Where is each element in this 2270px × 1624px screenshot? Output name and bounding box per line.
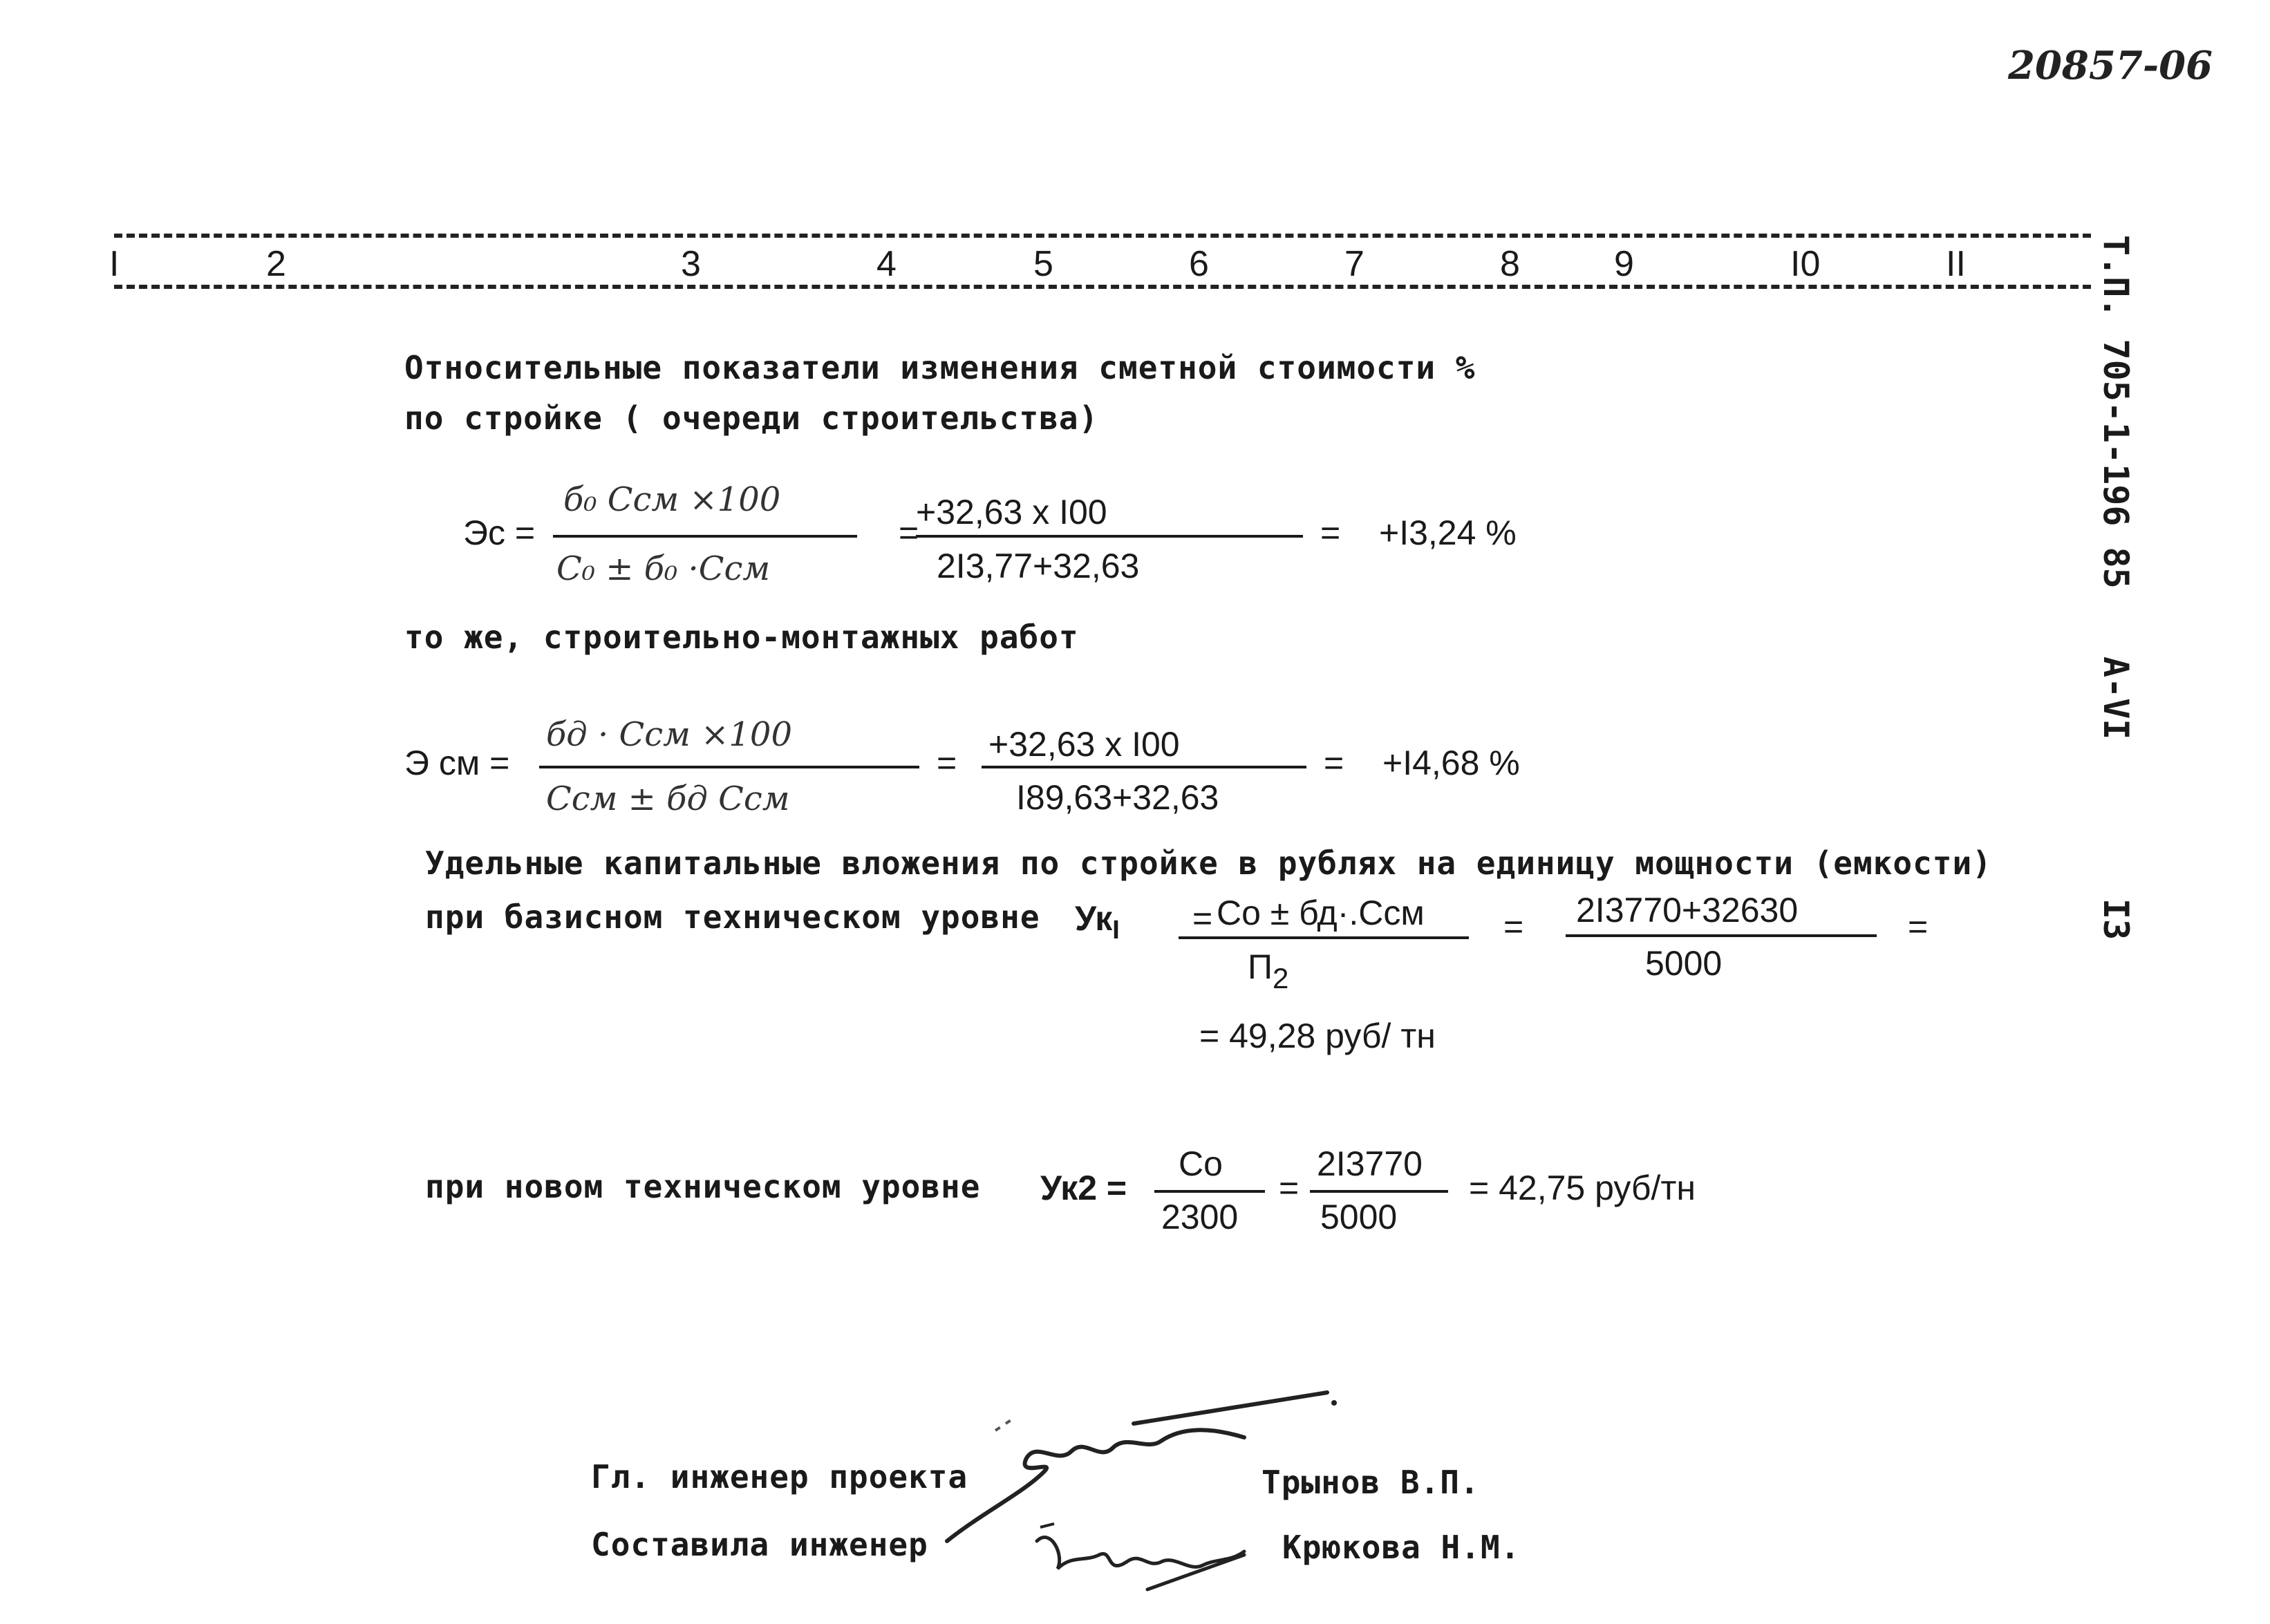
- formula-uk2-denominator: 2300: [1161, 1198, 1239, 1236]
- formula-ecm-symbolic-fraction-line: [539, 766, 919, 768]
- formula-uk1-fraction-line: [1179, 936, 1469, 939]
- formula-uk1-denominator-sub: 2: [1272, 962, 1289, 994]
- column-number: I: [109, 244, 120, 284]
- margin-page-label: I3: [2096, 898, 2136, 941]
- formula-ec-eq: =: [899, 513, 919, 552]
- formula-ec-result: +I3,24 %: [1379, 513, 1517, 552]
- header-dashed-line-top: [114, 234, 2091, 238]
- formula-ecm-numeric-fraction-line: [982, 766, 1306, 768]
- column-number: 9: [1614, 244, 1634, 284]
- compiler-signature: [1023, 1513, 1272, 1610]
- column-number: 5: [1033, 244, 1053, 284]
- chief-engineer-name: Трынов В.П.: [1261, 1464, 1480, 1501]
- formula-uk1-lhs-sub: I: [1112, 916, 1120, 945]
- compiler-engineer-name: Крюкова Н.М.: [1282, 1529, 1521, 1566]
- formula-uk1-numerator: Co ± бд·.Cсм: [1217, 894, 1425, 932]
- formula-ecm-result: +I4,68 %: [1382, 744, 1520, 782]
- header-dashed-line-bottom: [114, 285, 2091, 289]
- compiler-engineer-role: Составила инженер: [591, 1526, 928, 1563]
- formula-uk1-eq2: =: [1503, 907, 1524, 946]
- column-number: 4: [876, 244, 897, 284]
- chief-engineer-role: Гл. инженер проекта: [591, 1458, 968, 1495]
- formula-uk1-eq: =: [1192, 899, 1213, 938]
- section3-heading-line2: при базисном техническом уровне: [425, 898, 1040, 936]
- section1-heading-line1: Относительные показатели изменения сметной стоимости %: [404, 349, 1476, 386]
- column-number: II: [1946, 244, 1966, 284]
- formula-ec-lhs: Эс =: [463, 513, 536, 552]
- formula-ecm-numeric-denominator: I89,63+32,63: [1016, 778, 1219, 817]
- margin-album-label: А-VI: [2096, 657, 2136, 740]
- formula-uk1-denominator: [1248, 947, 1288, 995]
- formula-ecm-symbolic-numerator: бд · Cсм ×100: [546, 715, 792, 754]
- column-number: 3: [681, 244, 701, 284]
- column-number: 8: [1500, 244, 1520, 284]
- formula-uk1-eq3: =: [1908, 907, 1929, 946]
- formula-ecm-lhs: Э см =: [404, 744, 510, 782]
- formula-uk2-result: = 42,75 руб/тн: [1469, 1169, 1696, 1207]
- formula-ec-symbolic-numerator: б₀ Cсм ×100: [563, 480, 781, 519]
- formula-ecm-eq2: =: [1324, 744, 1344, 782]
- section1-heading-line2: по стройке ( очереди строительства): [404, 399, 1099, 437]
- formula-uk1-result: = 49,28 руб/ тн: [1199, 1017, 1436, 1055]
- section2-heading: то же, строительно-монтажных работ: [404, 619, 1079, 656]
- margin-code-label: Т.П. 705-1-196 85: [2096, 235, 2136, 589]
- formula-ec-eq2: =: [1320, 513, 1341, 552]
- section3-heading-line1: Удельные капитальные вложения по стройке в рублях на единицу мощности (емкости): [425, 844, 1992, 882]
- formula-uk1-numeric-fraction-line: [1566, 934, 1877, 937]
- document-number: 20857-06: [2008, 43, 2213, 88]
- formula-ec-numeric-numerator: +32,63 x I00: [916, 493, 1107, 531]
- formula-ec-numeric-denominator: 2I3,77+32,63: [937, 547, 1140, 585]
- section4-heading: при новом техническом уровне: [425, 1168, 981, 1205]
- formula-uk2-numeric-numerator: 2I3770: [1317, 1144, 1423, 1183]
- formula-uk2-eq: =: [1279, 1169, 1300, 1207]
- formula-uk2-numeric-denominator: 5000: [1320, 1198, 1398, 1236]
- column-number: 2: [266, 244, 286, 284]
- formula-uk1-numeric-numerator: 2I3770+32630: [1576, 891, 1799, 929]
- formula-ecm-eq: =: [937, 744, 957, 782]
- column-number: 7: [1344, 244, 1364, 284]
- formula-ec-numeric-fraction-line: [916, 535, 1303, 538]
- formula-uk1-lhs: [1075, 898, 1120, 945]
- formula-uk1-numeric-denominator: 5000: [1645, 944, 1723, 983]
- column-number: I0: [1790, 244, 1821, 284]
- formula-ec-symbolic-fraction-line: [553, 535, 857, 538]
- formula-ec-symbolic-denominator: C₀ ± б₀ ·Cсм: [556, 549, 771, 588]
- formula-uk2-numeric-fraction-line: [1310, 1190, 1448, 1193]
- formula-ecm-symbolic-denominator: Cсм ± бд Cсм: [546, 780, 790, 818]
- formula-uk2-fraction-line: [1154, 1190, 1265, 1193]
- formula-uk1-denominator-text: П: [1248, 947, 1273, 986]
- formula-ecm-numeric-numerator: +32,63 x I00: [988, 725, 1180, 764]
- formula-uk2-lhs: Ук2 =: [1040, 1169, 1127, 1207]
- formula-uk2-numerator: Co: [1179, 1144, 1223, 1183]
- column-number: 6: [1189, 244, 1209, 284]
- formula-uk1-lhs-text: Ук: [1075, 899, 1113, 938]
